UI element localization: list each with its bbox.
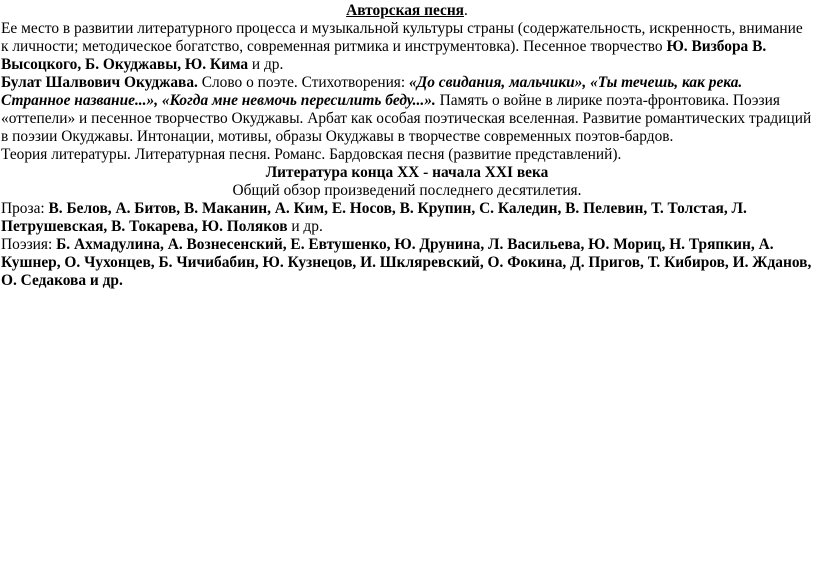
section-heading-modern-literature <box>1 164 813 182</box>
heading-period: . <box>464 2 468 19</box>
bold-poetry-authors: Б. Ахмадулина, А. Вознесенский, Е. Евтушенко, Ю. Друнина, Л. Васильева, Ю. Мориц, Н. Тряпкин, А. Кушнер, О. Чухонцев, Б. Чичибабин, Ю. Кузнецов, И. Шкляревский, О. Фокина, Д. Пригов, Т. Кибиров, И. Жданов, О. Седакова и др. <box>1 236 812 289</box>
heading-title: Литература конца XX - начала XXI века <box>265 164 549 181</box>
prose-label: Проза: <box>1 200 49 217</box>
text-run: Память о войне в лирике поэта-фронтовика. Поэзия «оттепели» и песенное творчество Окуджавы. Арбат как особая поэтическая вселенная. Развитие романтических традиций в поэзии Окуджавы. Интонации, мотивы, образы Окуджавы в творчестве современных поэтов-бардов. <box>1 92 812 145</box>
document-page <box>1 2 813 290</box>
bold-authors: Ю. Визбора В. Высоцкого, Б. Окуджавы, Ю. Кима <box>1 38 767 73</box>
text-run: и др. <box>287 218 323 235</box>
section-subtitle: Общий обзор произведений последнего десятилетия. <box>232 182 582 199</box>
text-run: и др. <box>248 56 284 73</box>
bold-prose-authors: В. Белов, А. Битов, В. Маканин, А. Ким, Е. Носов, В. Крупин, С. Каледин, В. Пелевин, Т. Толстая, Л. Петрушевская, В. Токарева, Ю. Поляков <box>1 200 747 235</box>
bold-poet-name: Булат Шалвович Окуджава. <box>1 74 198 91</box>
section-heading-author-song <box>1 2 813 20</box>
bold-italic-poem-titles: «До свидания, мальчики», «Ты течешь, как река. Странное название...», «Когда мне невмочь пересилить беду...». <box>1 74 743 109</box>
poetry-label: Поэзия: <box>1 236 57 253</box>
text-run: Ее место в развитии литературного процесса и музыкальной культуры страны (содержательность, искренность, внимание к личности; методическое богатство, современная ритмика и инструментовка). Песенное творчество <box>1 20 803 55</box>
paragraph-okudzhava <box>1 74 813 146</box>
paragraph-theory: Теория литературы. Литературная песня. Романс. Бардовская песня (развитие представлений). <box>1 146 622 163</box>
paragraph-poetry <box>1 236 813 290</box>
text-run: Слово о поэте. Стихотворения: <box>197 74 410 91</box>
paragraph-author-song-intro <box>1 20 813 74</box>
paragraph-prose <box>1 200 813 236</box>
heading-title: Авторская песня <box>346 2 465 19</box>
